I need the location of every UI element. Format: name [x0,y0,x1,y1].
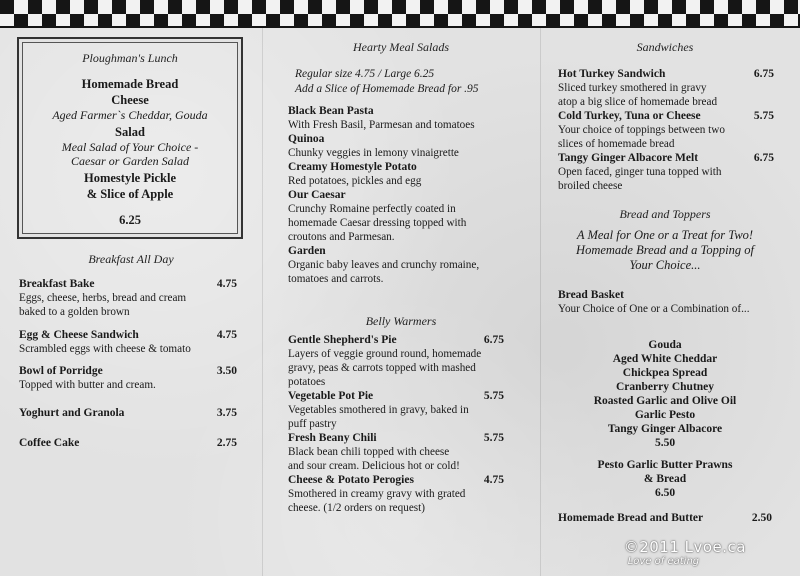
watermark-line: ©2011 Lvoe.ca [623,538,746,556]
middle-panel [262,28,540,576]
item-price: 3.50 [216,365,237,377]
item-name: Quinoa [288,133,325,145]
item-name: Homemade Bread and Butter [558,512,704,524]
menu-item [19,436,237,450]
item-price: 5.75 [483,390,504,402]
item-desc: Your Choice of One or a Combination of... [558,303,750,315]
ploughmans-line: Aged Farmer`s Cheddar, Gouda [52,108,208,122]
ploughmans-line: & Slice of Apple [86,187,174,201]
item-desc: Black bean chili topped with cheese [288,446,450,458]
warmers-list [288,333,504,515]
menu-item [558,109,774,123]
watermark-line: Love of eating [627,556,700,567]
left-panel [0,28,262,576]
item-name: Breakfast Bake [19,278,95,290]
menu-item [288,431,504,445]
item-name: Bowl of Porridge [19,365,103,377]
item-desc: Red potatoes, pickles and egg [288,175,422,187]
item-name: Vegetable Pot Pie [288,390,374,402]
item-price: 6.75 [483,334,504,346]
item-price: 2.75 [216,437,237,449]
item-name: Coffee Cake [19,437,80,449]
item-desc: Organic baby leaves and crunchy romaine, [288,259,480,271]
bread-basket [558,288,788,316]
item-name: Creamy Homestyle Potato [288,161,417,173]
salads-list [288,104,528,286]
ploughmans-line: Cheese [111,93,149,107]
sandwiches-list [558,67,774,193]
item-price: 5.75 [753,110,774,122]
item-desc: croutons and Parmesan. [288,231,395,243]
item-desc: Eggs, cheese, herbs, bread and cream [19,292,187,304]
bread-tag-line: Homemade Bread and a Topping of [576,243,754,257]
item-price: 2.50 [751,512,772,524]
item-desc: slices of homemade bread [558,138,675,150]
topping: Aged White Cheddar [612,353,718,365]
item-desc: Vegetables smothered in gravy, baked in [288,404,469,416]
menu-item [288,333,504,347]
menu-item [288,389,504,403]
menu-item [558,67,774,81]
salads-size-note: Regular size 4.75 / Large 6.25 [295,68,435,80]
item-price: 6.75 [753,68,774,80]
item-desc: Open faced, ginger tuna topped with [558,166,722,178]
topping: Garlic Pesto [634,409,696,421]
menu-item [19,406,237,420]
item-price: 6.75 [753,152,774,164]
item-desc: Layers of veggie ground round, homemade [288,348,482,360]
item-price: 4.75 [216,278,237,290]
item-name: Fresh Beany Chili [288,432,377,444]
bread-tag-line: Your Choice... [629,258,701,272]
item-desc: tomatoes and carrots. [288,273,384,285]
right-panel [540,28,800,576]
item-desc: atop a big slice of homemade bread [558,96,718,108]
item-name: Our Caesar [288,189,346,201]
prawns-name: Pesto Garlic Butter Prawns [597,459,733,471]
item-desc: Topped with butter and cream. [19,379,156,391]
topping: Gouda [648,339,682,351]
ploughmans-line: Caesar or Garden Salad [71,154,189,168]
salads-bread-note: Add a Slice of Homemade Bread for .95 [295,83,479,95]
bread-tag-line: A Meal for One or a Treat for Two! [576,228,754,242]
toppings-list [540,338,790,500]
prawns-price: 6.50 [654,487,676,499]
item-desc: gravy, peas & carrots topped with mashed [288,362,476,374]
ploughmans-line: Homestyle Pickle [84,171,176,185]
ploughmans-title: Ploughman's Lunch [82,51,178,65]
menu-item [558,151,774,165]
item-desc: Smothered in creamy gravy with grated [288,488,466,500]
item-name: Egg & Cheese Sandwich [19,329,139,341]
ploughmans-price: 6.25 [119,213,141,227]
item-price: 5.75 [483,432,504,444]
warmers-title: Belly Warmers [365,314,437,328]
item-desc: homemade Caesar dressing topped with [288,217,467,229]
toppings-price: 5.50 [654,437,676,449]
item-name: Hot Turkey Sandwich [558,68,666,80]
topping: Roasted Garlic and Olive Oil [593,395,737,407]
breakfast-list [19,277,237,450]
topping: Chickpea Spread [622,367,708,379]
item-name: Cheese & Potato Perogies [288,474,414,486]
item-desc: Scrambled eggs with cheese & tomato [19,343,191,355]
menu-item [19,277,237,319]
ploughmans-line: Salad [115,125,145,139]
breakfast-title: Breakfast All Day [88,252,174,266]
item-name: Tangy Ginger Albacore Melt [558,152,699,164]
item-name: Yoghurt and Granola [19,407,125,419]
sandwiches-title: Sandwiches [636,40,694,54]
ploughmans-lunch-box [17,37,243,239]
topping: Tangy Ginger Albacore [607,423,723,435]
item-price: 3.75 [216,407,237,419]
item-name: Bread Basket [558,289,624,301]
decorative-diamond-border [0,0,800,28]
item-desc: baked to a golden brown [19,306,130,318]
copyright-watermark [624,538,746,567]
item-desc: potatoes [288,376,326,388]
prawns-name: & Bread [643,473,687,485]
bread-title: Bread and Toppers [619,207,711,221]
salads-title: Hearty Meal Salads [353,40,449,54]
item-desc: Your choice of toppings between two [558,124,725,136]
item-desc: Crunchy Romaine perfectly coated in [288,203,456,215]
item-price: 4.75 [483,474,504,486]
item-desc: With Fresh Basil, Parmesan and tomatoes [288,119,475,131]
menu-item [19,364,237,392]
item-desc: and sour cream. Delicious hot or cold! [288,460,460,472]
item-desc: Sliced turkey smothered in gravy [558,82,707,94]
item-desc: puff pastry [288,418,337,430]
item-name: Garden [288,245,326,257]
bread-tagline [540,228,790,273]
topping: Cranberry Chutney [615,381,715,393]
ploughmans-line: Homemade Bread [81,77,179,91]
menu-item [288,473,504,487]
menu-item [558,511,772,525]
item-desc: broiled cheese [558,180,623,192]
item-desc: Chunky veggies in lemony vinaigrette [288,147,459,159]
item-price: 4.75 [216,329,237,341]
item-name: Gentle Shepherd's Pie [288,334,397,346]
menu-item [19,328,237,356]
ploughmans-line: Meal Salad of Your Choice - [61,140,199,154]
item-name: Black Bean Pasta [288,105,374,117]
item-name: Cold Turkey, Tuna or Cheese [558,110,701,122]
item-desc: cheese. (1/2 orders on request) [288,502,425,514]
